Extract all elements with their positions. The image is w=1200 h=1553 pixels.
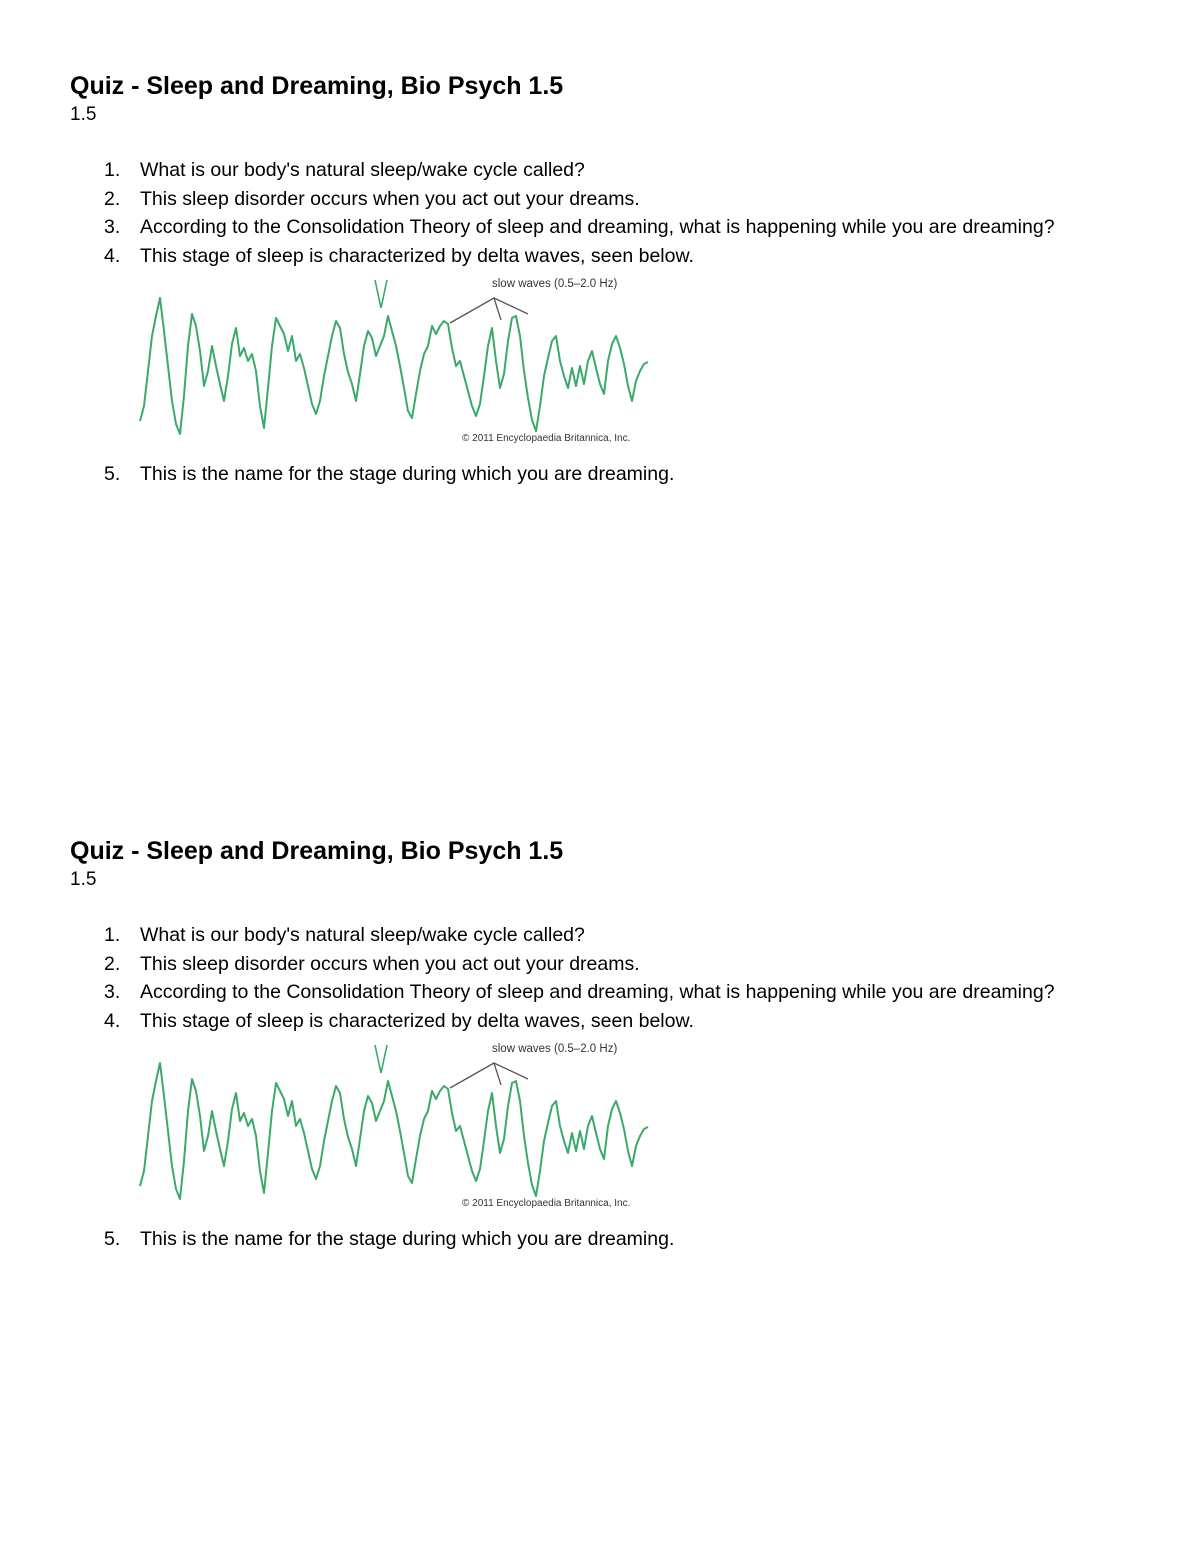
question-text: This is the name for the stage during which you are dreaming. xyxy=(140,1228,675,1250)
question-number: 2. xyxy=(104,952,121,975)
question-text: What is our body's natural sleep/wake cycle called? xyxy=(140,924,585,946)
question-1 xyxy=(70,921,1130,950)
question-list xyxy=(70,921,1130,1035)
slow-waves-label: slow waves (0.5–2.0 Hz) xyxy=(492,278,618,290)
question-2 xyxy=(70,185,1130,214)
question-text: According to the Consolidation Theory of sleep and dreaming, what is happening while you are dreaming? xyxy=(140,981,1055,1003)
slow-wave-pointer-lines xyxy=(494,298,528,314)
question-2 xyxy=(70,950,1130,979)
question-4 xyxy=(70,1007,1130,1036)
question-list-continued xyxy=(70,460,1130,489)
question-number: 3. xyxy=(104,216,121,238)
question-number: 5. xyxy=(104,1228,121,1250)
question-list-continued xyxy=(70,1225,1130,1254)
question-number: 4. xyxy=(104,1009,121,1032)
question-text: This stage of sleep is characterized by delta waves, seen below. xyxy=(140,244,694,267)
question-5 xyxy=(70,1225,1130,1254)
question-number: 5. xyxy=(104,463,121,485)
question-text: This is the name for the stage during which you are dreaming. xyxy=(140,463,675,485)
question-number: 1. xyxy=(104,924,121,946)
delta-wave-figure xyxy=(140,1041,660,1221)
eeg-wave-line xyxy=(140,1063,648,1199)
delta-wave-figure xyxy=(140,276,660,456)
quiz-subtitle: 1.5 xyxy=(70,869,97,890)
question-text: This sleep disorder occurs when you act out your dreams. xyxy=(140,187,640,210)
delta-wave-graphic xyxy=(140,1041,660,1221)
slow-wave-pointer-lines xyxy=(450,1063,501,1088)
question-text: What is our body's natural sleep/wake cycle called? xyxy=(140,159,585,181)
question-text: This sleep disorder occurs when you act out your dreams. xyxy=(140,952,640,975)
question-5 xyxy=(70,460,1130,489)
image-credit: © 2011 Encyclopaedia Britannica, Inc. xyxy=(462,1198,631,1209)
slow-waves-label: slow waves (0.5–2.0 Hz) xyxy=(492,1043,618,1055)
question-3 xyxy=(70,213,1130,242)
quiz-subtitle: 1.5 xyxy=(70,104,97,125)
question-number: 1. xyxy=(104,159,121,181)
delta-wave-graphic xyxy=(140,276,660,456)
quiz-title: Quiz - Sleep and Dreaming, Bio Psych 1.5 xyxy=(70,72,564,100)
question-1 xyxy=(70,156,1130,185)
question-text: This stage of sleep is characterized by delta waves, seen below. xyxy=(140,1009,694,1032)
slow-wave-pointer-lines xyxy=(494,1063,528,1079)
question-number: 4. xyxy=(104,244,121,267)
quiz-sheet-1 xyxy=(70,70,1130,489)
question-text: According to the Consolidation Theory of sleep and dreaming, what is happening while you are dreaming? xyxy=(140,216,1055,238)
quiz-title: Quiz - Sleep and Dreaming, Bio Psych 1.5 xyxy=(70,837,564,865)
question-3 xyxy=(70,978,1130,1007)
question-4 xyxy=(70,242,1130,271)
question-number: 2. xyxy=(104,187,121,210)
v-marker xyxy=(375,1045,387,1073)
eeg-wave-line xyxy=(140,298,648,434)
quiz-sheet-2 xyxy=(70,835,1130,1254)
question-number: 3. xyxy=(104,981,121,1003)
image-credit: © 2011 Encyclopaedia Britannica, Inc. xyxy=(462,433,631,444)
slow-wave-pointer-lines xyxy=(450,298,501,323)
question-list xyxy=(70,156,1130,270)
v-marker xyxy=(375,280,387,308)
